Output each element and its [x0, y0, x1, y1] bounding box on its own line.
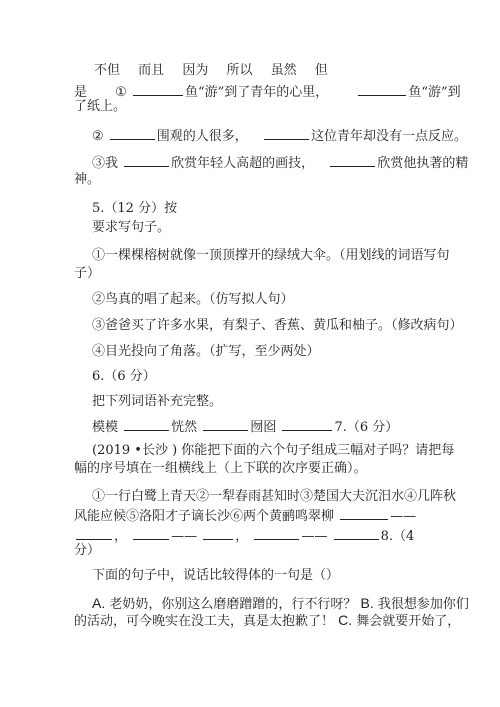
option-c-label: C.: [338, 612, 353, 628]
q4-line-3: [92, 126, 467, 146]
fill-blank-couplet-1[interactable]: [340, 506, 388, 520]
fill-blank-momo[interactable]: [124, 417, 169, 431]
fill-blank-6[interactable]: [330, 153, 375, 167]
fill-blank-couplet-6[interactable]: [334, 526, 379, 540]
q6-number: 6.（6 分）: [92, 369, 156, 384]
word-bank: [94, 62, 328, 80]
text: 的活动，可今晚实在没工夫，真是太抱歉了！: [74, 614, 335, 629]
text: 欣赏年轻人高超的画技，: [171, 156, 315, 171]
q7-line-2: 幅的序号填在一组横线上（上下联的次序要正确）。: [74, 461, 367, 476]
text: 8.（4: [380, 529, 415, 544]
option-a-label: A.: [92, 595, 106, 611]
text: ③我: [92, 156, 119, 171]
text: 这位青年却没有一点反应。: [310, 129, 467, 144]
fill-blank-couplet-5[interactable]: [254, 526, 299, 540]
fill-blank-huangran[interactable]: [203, 417, 248, 431]
q4-line-5: 神。: [74, 172, 101, 187]
text: ①: [115, 85, 127, 100]
fill-blank-couplet-4[interactable]: [203, 526, 233, 540]
text: 7.（6 分）: [334, 420, 399, 435]
fill-blank-4[interactable]: [264, 126, 309, 140]
fill-blank-couplet-3[interactable]: [133, 526, 169, 540]
q8-instruction: 下面的句子中，说话比较得体的一句是（）: [92, 568, 340, 583]
q5-sentence-2: ②鸟真的唱了起来。（仿写拟人句）: [92, 292, 294, 307]
text: 囫囵: [250, 420, 277, 435]
option-b-text: 我很想参加你们: [377, 597, 469, 612]
text: 恍然: [171, 420, 198, 435]
word-yinwei: 因为: [182, 63, 209, 78]
fill-blank-1[interactable]: [133, 82, 183, 96]
text: 围观的人很多，: [156, 129, 248, 144]
q7-line-5: [74, 526, 414, 546]
fill-blank-2[interactable]: [358, 82, 406, 96]
q5-instruction: 要求写句子。: [92, 220, 171, 235]
text: 模模: [92, 420, 119, 435]
text: 风能应候⑤洛阳才子谪长沙⑥两个黄鹂鸣翠柳: [74, 509, 335, 524]
q7-line-1: (2019 •长沙 ) 你能把下面的六个句子组成三幅对子吗？请把每: [92, 443, 455, 458]
text: 欣赏他执著的精: [377, 156, 469, 171]
word-dan: 但: [314, 63, 328, 78]
word-suiran: 虽然: [270, 63, 297, 78]
q6-words: [92, 417, 398, 437]
text: 鱼“游”到: [408, 85, 461, 100]
text: ，: [114, 529, 128, 544]
fill-blank-3[interactable]: [110, 126, 155, 140]
q4-line-1: [74, 82, 461, 102]
q7-line-4: [74, 506, 416, 526]
option-a-text: 老奶奶，你别这么磨磨蹭蹭的，行不行呀？: [109, 597, 357, 612]
q4-line-4: [92, 153, 468, 173]
fill-blank-5[interactable]: [124, 153, 169, 167]
q7-line-6: 分）: [74, 543, 101, 558]
fill-blank-hulun[interactable]: [282, 417, 332, 431]
q5-sentence-4: ④目光投向了角落。（扩写，至少两处）: [92, 344, 320, 359]
text: 鱼“游”到了青年的心里，: [184, 85, 329, 100]
option-b-label: B.: [360, 595, 374, 611]
text: ——: [390, 509, 417, 524]
word-budan: 不但: [94, 63, 121, 78]
q8-line-2: [74, 611, 460, 631]
text: ——: [301, 529, 328, 544]
word-suoyi: 所以: [226, 63, 253, 78]
text: ②: [92, 129, 104, 144]
q7-line-3: ①一行白鹭上青天②一犁春雨甚知时③楚国大夫沉汨水④几阵秋: [92, 489, 457, 504]
word-erqie: 而且: [138, 63, 165, 78]
q5-sentence-1a: ①一棵棵榕树就像一顶顶撑开的绿绒大伞。（用划线的词语写句: [92, 248, 450, 263]
q6-instruction: 把下列词语补充完整。: [92, 394, 223, 409]
q5-sentence-1b: 子）: [74, 266, 101, 281]
option-c-text: 舞会就要开始了，: [356, 614, 461, 629]
text: 是: [74, 85, 88, 100]
q4-line-2: 了纸上。: [74, 99, 127, 114]
text: ，: [235, 529, 249, 544]
q5-sentence-3: ③爸爸买了许多水果，有梨子、香蕉、黄瓜和柚子。（修改病句）: [92, 318, 463, 333]
text: ——: [171, 529, 198, 544]
fill-blank-couplet-2[interactable]: [76, 526, 112, 540]
q5-number: 5.（12 分）按: [92, 201, 178, 216]
